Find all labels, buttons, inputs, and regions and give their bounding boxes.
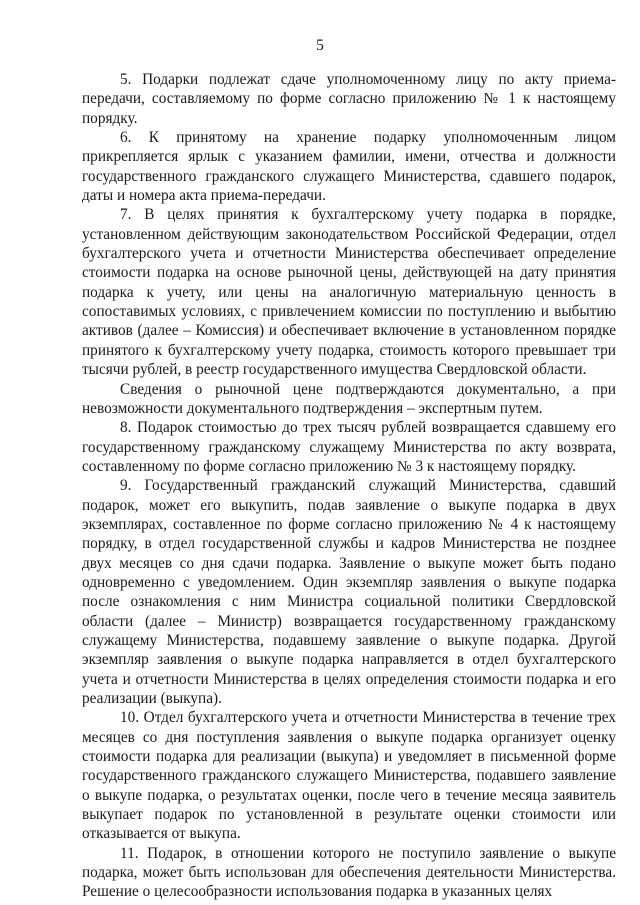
paragraph-clause-11: 11. Подарок, в отношении которого не поступило заявление о выкупе подарка, может быть использован для обеспечения деятельности Министерства. Решение о целесообразности использования подарка в указанных целях [82,844,616,901]
paragraph-clause-7: 7. В целях принятия к бухгалтерскому учету подарка в порядке, установленном действующим законодательством Российской Федерации, отдел бухгалтерского учета и отчетности Министерства обеспечивает определение стоимости подарка на основе рыночной цены, действующей на дату принятия подарка к учету, или цены на аналогичную материальную ценность в сопоставимых условиях, с привлечением комиссии по поступлению и выбытию активов (далее – Комиссия) и обеспечивает включение в установленном порядке принятого к бухгалтерскому учету подарка, стоимость которого превышает три тысячи рублей, в реестр государственного имущества Свердловской области. [82,206,616,379]
document-body [82,70,616,902]
paragraph-clause-8: 8. Подарок стоимостью до трех тысяч рублей возвращается сдавшему его государственному гражданскому служащему Министерства по акту возврата, составленному по форме согласно приложению № 3 к настоящему порядку. [82,419,616,475]
paragraph-market-price-note: Сведения о рыночной цене подтверждаются документально, а при невозможности документального подтверждения – экспертным путем. [82,380,616,417]
paragraph-clause-5: 5. Подарки подлежат сдаче уполномоченному лицу по акту приема-передачи, составляемому по форме согласно приложению № 1 к настоящему порядку. [82,71,616,127]
paragraph-clause-6: 6. К принятому на хранение подарку уполномоченным лицом прикрепляется ярлык с указанием фамилии, имени, отчества и должности государственного гражданского служащего Министерства, сдавшего подарок, даты и номера акта приема-передачи. [82,129,616,205]
page-number: 5 [316,37,324,54]
paragraph-clause-10: 10. Отдел бухгалтерского учета и отчетности Министерства в течение трех месяцев со дня поступления заявления о выкупе подарка организует оценку стоимости подарка для реализации (выкупа) и уведомляет в письменной форме государственного гражданского служащего Министерства, подавшего заявление о выкупе подарка, о результатах оценки, после чего в течение месяца заявитель выкупает подарок по установленной в результате оценки стоимости или отказывается от выкупа. [82,709,616,843]
paragraph-clause-9: 9. Государственный гражданский служащий Министерства, сдавший подарок, может его выкупить, подав заявление о выкупе подарка в двух экземплярах, составленное по форме согласно приложению № 4 к настоящему порядку, в отдел государственной службы и кадров Министерства не позднее двух месяцев со дня сдачи подарка. Заявление о выкупе может быть подано одновременно с уведомлением. Один экземпляр заявления о выкупе подарка после ознакомления с ним Министра социальной политики Свердловской области (далее – Министр) возвращается государственному гражданскому служащему Министерства, подавшему заявление о выкупе подарка. Другой экземпляр заявления о выкупе подарка направляется в отдел бухгалтерского учета и отчетности Министерства в целях определения стоимости подарка и его реализации (выкупа). [82,477,616,707]
